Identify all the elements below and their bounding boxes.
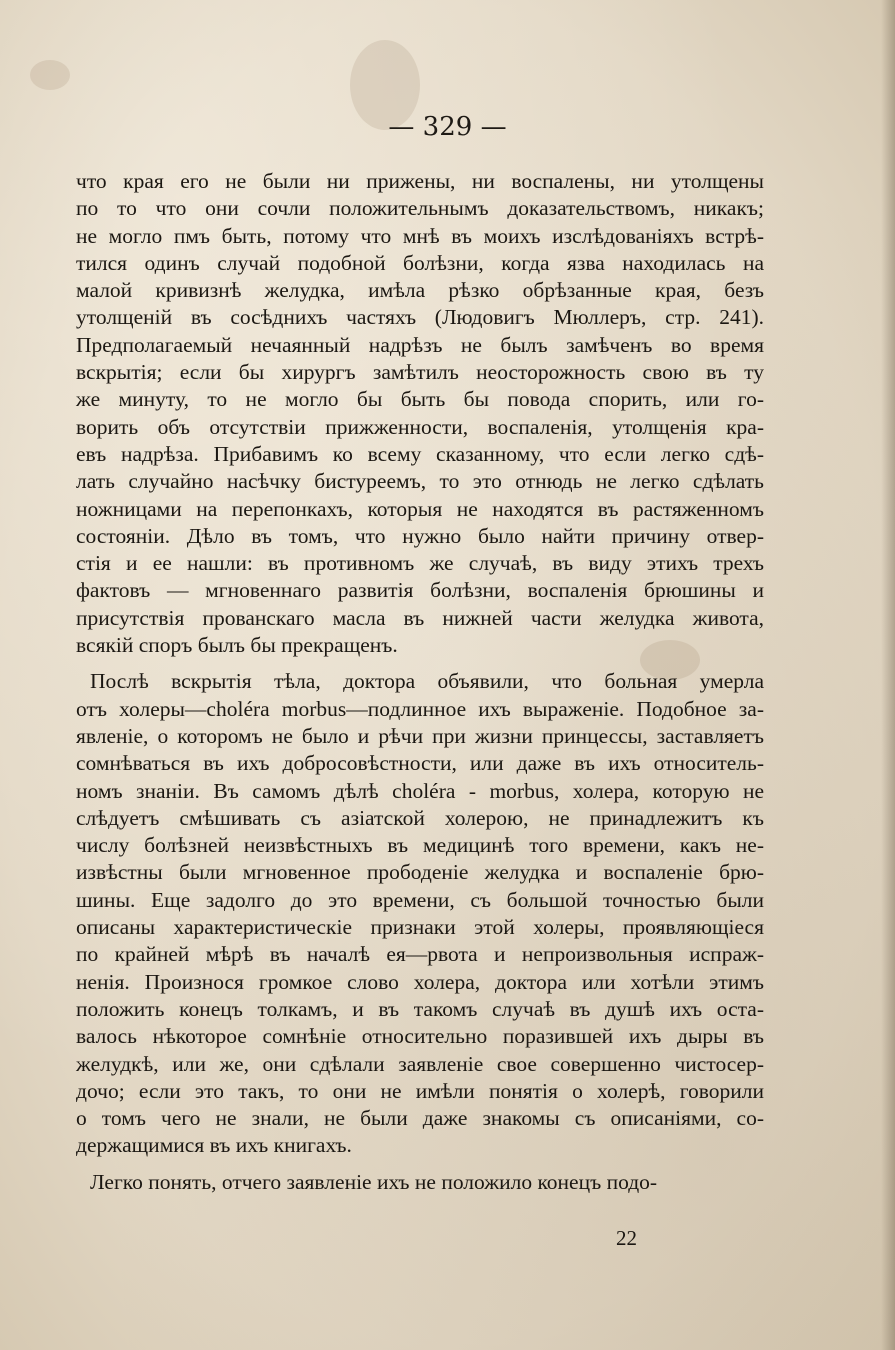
text-line: о томъ чего не знали, не были даже знакомы съ описаніями, со- — [76, 1106, 764, 1131]
text-line: Легко понять, отчего заявленіе ихъ не положило конецъ подо- — [90, 1169, 658, 1194]
signature-mark: 22 — [616, 1226, 637, 1250]
text-line: ненія. Произнося громкое слово холера, доктора или хотѣли этимъ — [76, 969, 764, 994]
text-line: сомнѣваться въ ихъ добросовѣстности, или даже въ ихъ относитель- — [76, 751, 764, 776]
text-line: описаны характеристическіе признаки этой холеры, проявляющіеся — [76, 915, 764, 940]
text-line: ворить объ отсутствіи прижженности, воспаленія, утолщенія кра- — [76, 414, 764, 439]
page-number-header: — 329 — — [388, 112, 507, 142]
text-line: числу болѣзней неизвѣстныхъ въ медицинѣ того времени, какъ не- — [76, 833, 764, 858]
text-line: вскрытія; если бы хирургъ замѣтилъ неосторожность свою въ ту — [76, 360, 764, 385]
text-line: извѣстны были мгновенное прободеніе желудка и воспаленіе брю- — [76, 860, 764, 885]
text-line: положить конецъ толкамъ, и въ такомъ случаѣ въ душѣ ихъ оста- — [76, 996, 764, 1021]
text-line: состояніи. Дѣло въ томъ, что нужно было найти причину отвер- — [76, 523, 764, 548]
text-line: шины. Еще задолго до это времени, съ большой точностью были — [76, 887, 764, 912]
text-line: слѣдуетъ смѣшивать съ азіатской холерою, не принадлежитъ къ — [76, 805, 764, 830]
text-line: тился одинъ случай подобной болѣзни, когда язва находилась на — [76, 250, 764, 275]
text-line: евъ надрѣза. Прибавимъ ко всему сказанному, что если легко сдѣ- — [76, 441, 764, 466]
text-line: номъ знаніи. Въ самомъ дѣлѣ choléra - morbus, холера, которую не — [76, 778, 764, 803]
text-line: Послѣ вскрытія тѣла, доктора объявили, что больная умерла — [90, 669, 764, 694]
text-line: дочо; если это такъ, то они не имѣли понятія о холерѣ, говорили — [76, 1078, 764, 1103]
text-line: всякій споръ былъ бы прекращенъ. — [76, 633, 398, 658]
page-edge-shadow — [881, 0, 895, 1350]
text-line: присутствія прованскаго масла въ нижней части желудка живота, — [76, 605, 764, 630]
text-line: же минуту, то не могло бы быть бы повода спорить, или го- — [76, 387, 764, 412]
text-line: ножницами на перепонкахъ, которыя не находятся въ растяженномъ — [76, 496, 764, 521]
page-stain — [30, 60, 70, 90]
text-line: желудкѣ, или же, они сдѣлали заявленіе свое совершенно чистосер- — [76, 1051, 764, 1076]
text-line: отъ холеры—choléra morbus—подлинное ихъ выраженіе. Подобное за- — [76, 696, 764, 721]
text-line: держащимися въ ихъ книгахъ. — [76, 1133, 352, 1158]
text-line: утолщеній въ сосѣднихъ частяхъ (Людовигъ Мюллеръ, стр. 241). — [76, 305, 764, 330]
text-line: явленіе, о которомъ не было и рѣчи при жизни принцессы, заставляетъ — [76, 723, 764, 748]
text-line: фактовъ — мгновеннаго развитія болѣзни, воспаленія брюшины и — [76, 578, 764, 603]
text-line: что края его не были ни прижены, ни воспалены, ни утолщены — [76, 169, 764, 193]
text-line: по крайней мѣрѣ въ началѣ ея—рвота и непроизвольныя испраж- — [76, 942, 764, 967]
text-line: по то что они сочли положительнымъ доказательствомъ, никакъ; — [76, 196, 764, 221]
paragraph-gap — [76, 659, 764, 668]
text-line: малой кривизнѣ желудка, имѣла рѣзко обрѣзанные края, безъ — [76, 278, 764, 303]
text-line: не могло пмъ быть, потому что мнѣ въ моихъ изслѣдованіяхъ встрѣ- — [76, 223, 764, 248]
text-line: Предполагаемый нечаянный надрѣзъ не былъ замѣченъ во время — [76, 332, 764, 357]
body-text — [76, 168, 764, 1196]
text-line: валось нѣкоторое сомнѣніе относительно поразившей ихъ дыры въ — [76, 1024, 764, 1049]
paragraph-gap — [76, 1160, 764, 1169]
text-line: лать случайно насѣчку бистуреемъ, то это отнюдь не легко сдѣлать — [76, 469, 764, 494]
text-line: стія и ее нашли: въ противномъ же случаѣ, въ виду этихъ трехъ — [76, 551, 764, 576]
